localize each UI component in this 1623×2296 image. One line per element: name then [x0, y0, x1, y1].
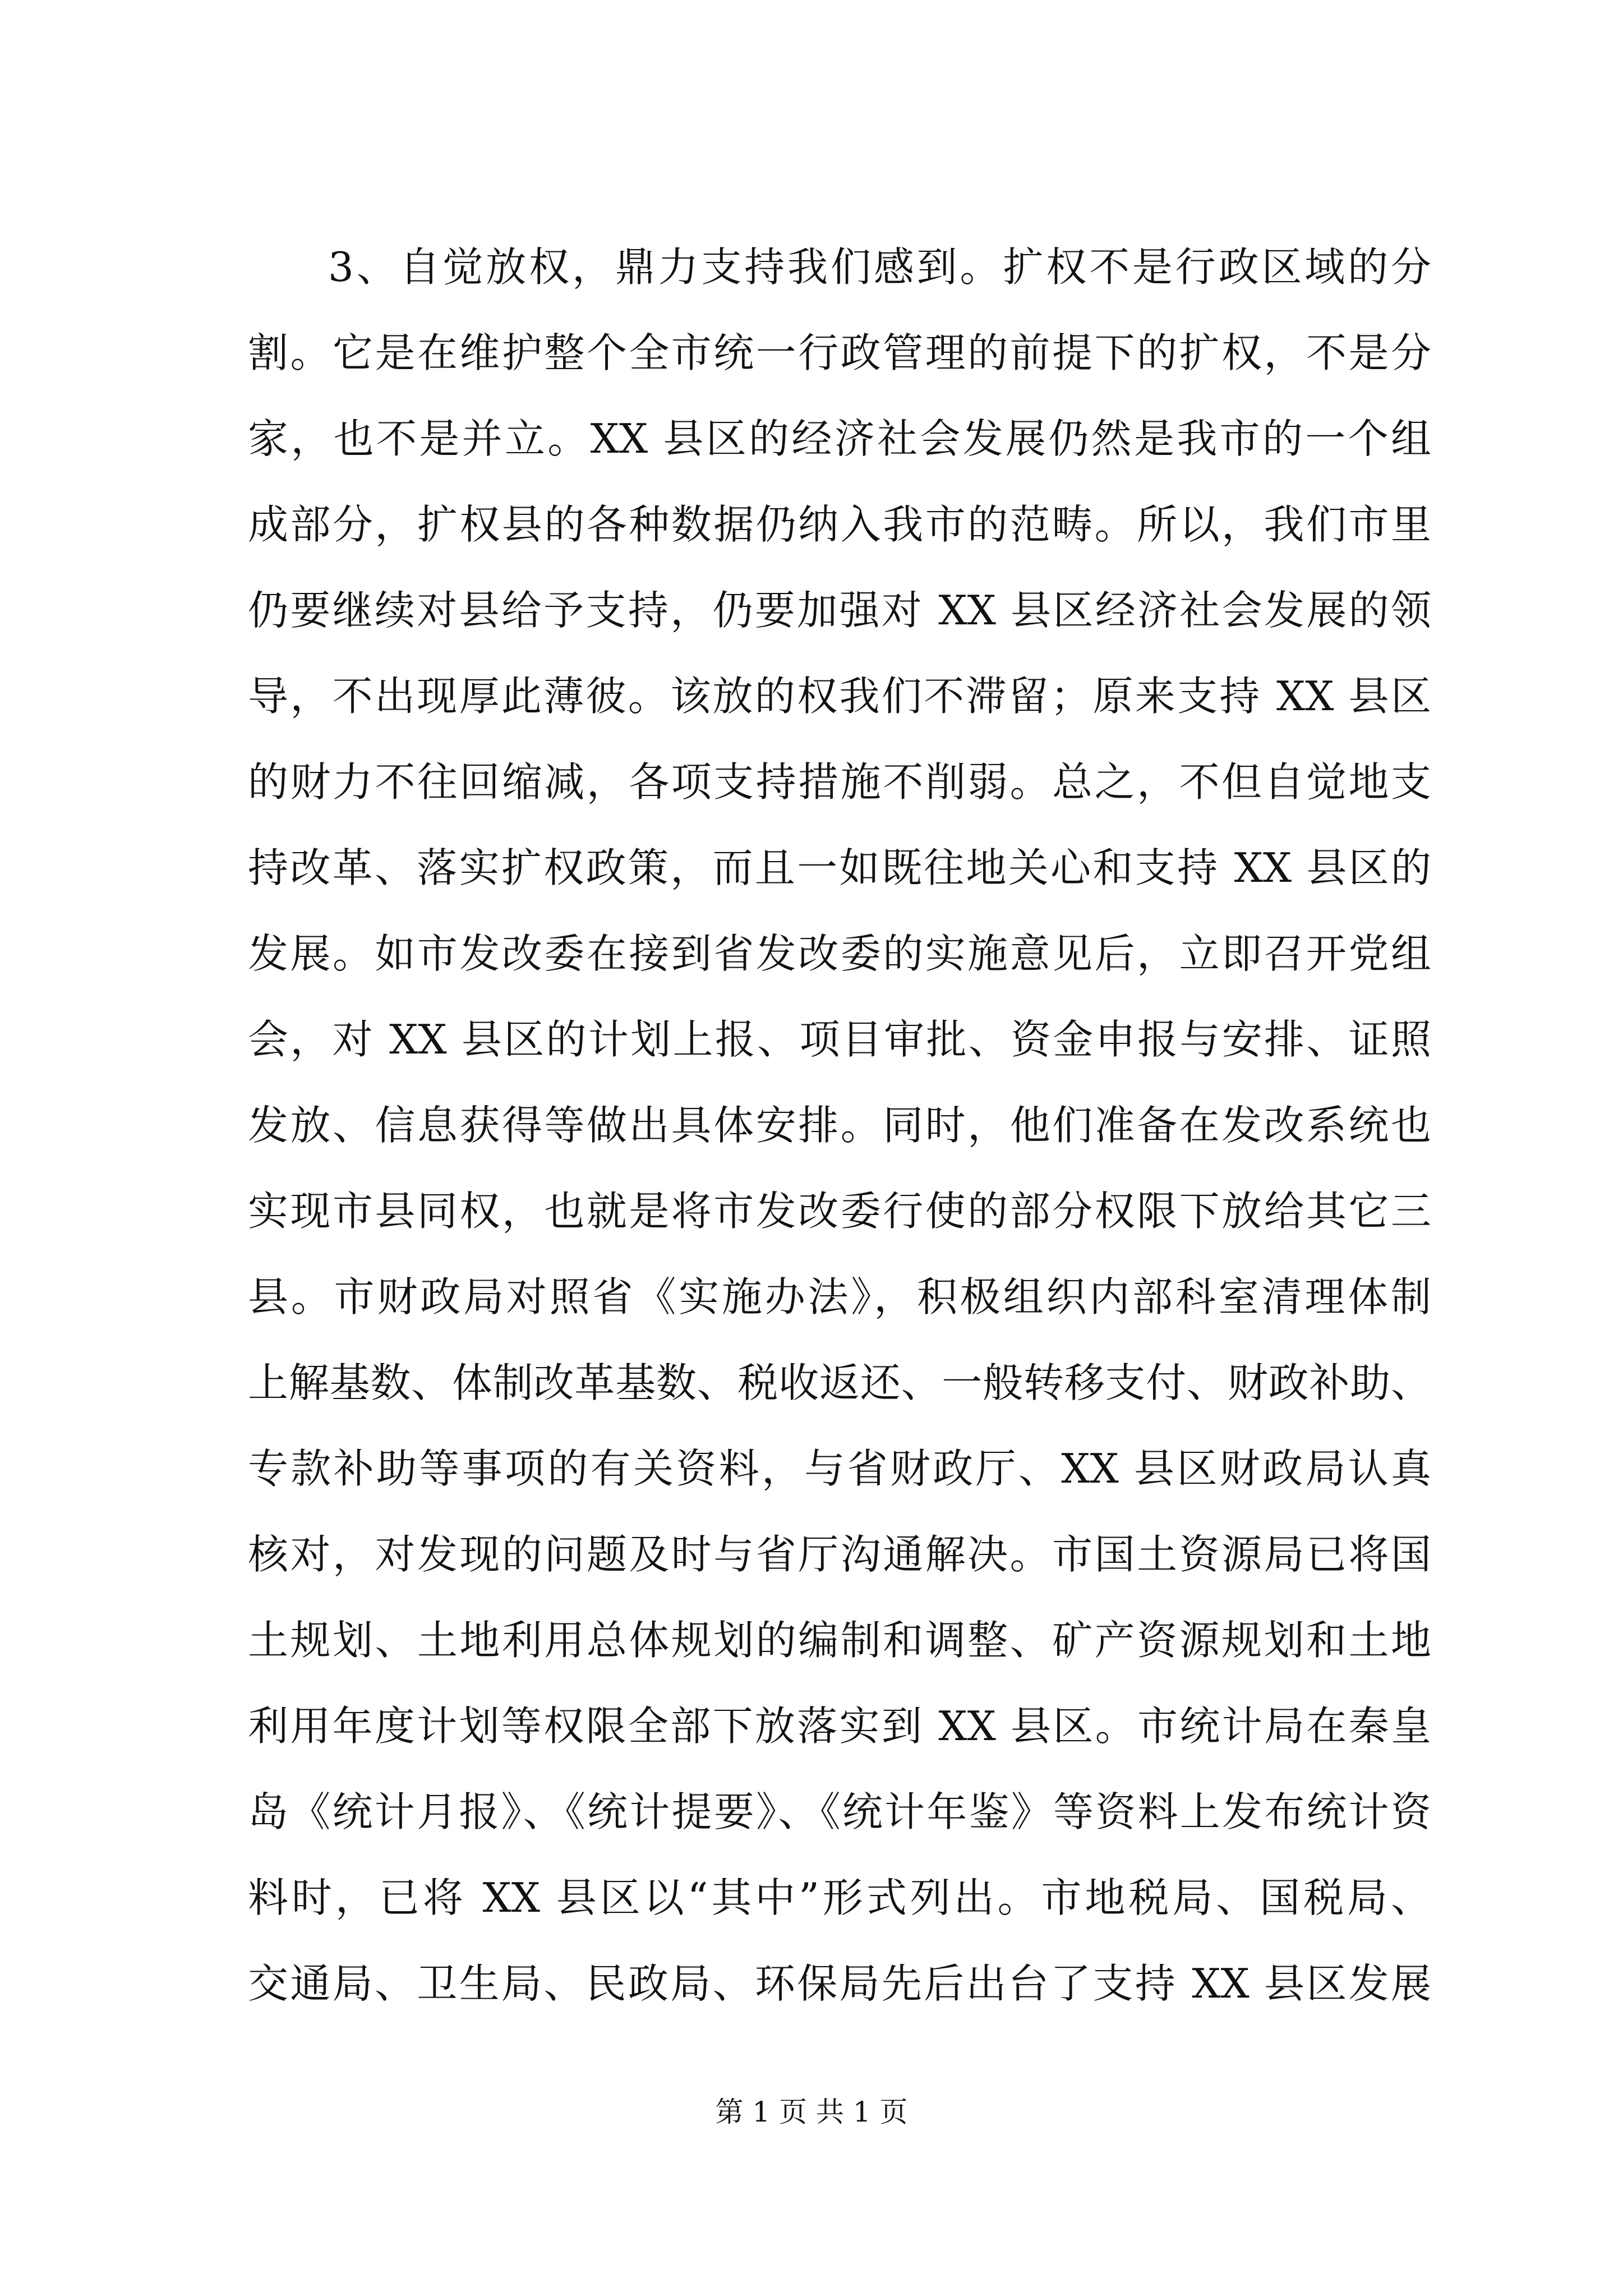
text-line: 利用年度计划等权限全部下放落实到 XX 县区。市统计局在秦皇 — [248, 1703, 1431, 1750]
text-line: 家，也不是并立。XX 县区的经济社会发展仍然是我市的一个组 — [248, 415, 1431, 462]
text-line: 岛《统计月报》、《统计提要》、《统计年鉴》等资料上发布统计资 — [248, 1788, 1431, 1835]
text-line: 县。市财政局对照省《实施办法》，积极组织内部科室清理体制 — [248, 1273, 1431, 1320]
text-line: 土规划、土地利用总体规划的编制和调整、矿产资源规划和土地 — [248, 1617, 1431, 1664]
text-line: 料时，已将 XX 县区以“其中”形式列出。市地税局、国税局、 — [248, 1874, 1431, 1921]
text-line: 割。它是在维护整个全市统一行政管理的前提下的扩权，不是分 — [248, 329, 1431, 376]
text-line: 专款补助等事项的有关资料，与省财政厅、XX 县区财政局认真 — [248, 1445, 1431, 1492]
text-line: 发放、信息获得等做出具体安排。同时，他们准备在发改系统也 — [248, 1102, 1431, 1149]
text-line: 交通局、卫生局、民政局、环保局先后出台了支持 XX 县区发展 — [248, 1960, 1431, 2007]
text-line: 成部分，扩权县的各种数据仍纳入我市的范畴。所以，我们市里 — [248, 501, 1431, 548]
text-line: 会，对 XX 县区的计划上报、项目审批、资金申报与安排、证照 — [248, 1016, 1431, 1063]
text-line: 3、自觉放权，鼎力支持我们感到。扩权不是行政区域的分 — [328, 243, 1431, 291]
text-line: 的财力不往回缩减，各项支持措施不削弱。总之，不但自觉地支 — [248, 758, 1431, 806]
text-line: 仍要继续对县给予支持，仍要加强对 XX 县区经济社会发展的领 — [248, 587, 1431, 634]
text-line: 核对，对发现的问题及时与省厅沟通解决。市国土资源局已将国 — [248, 1531, 1431, 1578]
text-line: 实现市县同权，也就是将市发改委行使的部分权限下放给其它三 — [248, 1188, 1431, 1235]
text-line: 导，不出现厚此薄彼。该放的权我们不滞留；原来支持 XX 县区 — [248, 673, 1431, 720]
text-line: 持改革、落实扩权政策，而且一如既往地关心和支持 XX 县区的 — [248, 844, 1431, 891]
text-line: 发展。如市发改委在接到省发改委的实施意见后，立即召开党组 — [248, 930, 1431, 977]
text-line: 上解基数、体制改革基数、税收返还、一般转移支付、财政补助、 — [248, 1359, 1431, 1406]
page-number-footer: 第 1 页 共 1 页 — [715, 2096, 908, 2128]
body-text — [248, 224, 1431, 2027]
